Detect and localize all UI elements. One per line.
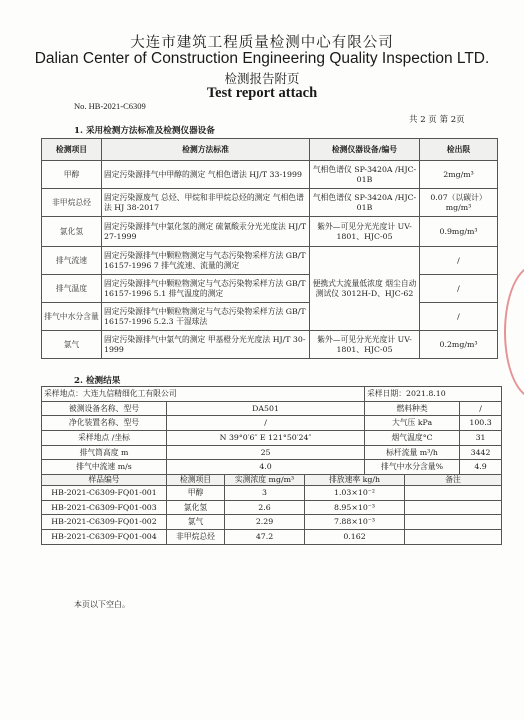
table-row	[42, 275, 498, 303]
instrument-cell: 气相色谱仪 SP-3420A /HJC-01B	[310, 161, 420, 189]
item-cell: 排气流速	[42, 247, 102, 275]
item-cell: 氯化氢	[42, 217, 102, 247]
methods-table	[41, 138, 498, 359]
info-value: DA501	[167, 401, 365, 416]
method-cell: 固定污染源排气中氯气的测定 甲基橙分光光度法 HJ/T 30-1999	[102, 331, 310, 359]
sample-conc: 2.29	[225, 515, 305, 530]
item-cell: 氯气	[42, 331, 102, 359]
sampling-date: 采样日期：2021.8.10	[365, 387, 502, 402]
results-header-id: 样品编号	[42, 475, 167, 486]
info-value: 4.9	[460, 460, 502, 475]
instrument-cell: 紫外—可见分光光度计 UV-1801、HJC-05	[310, 331, 420, 359]
results-header-conc: 实测浓度 mg/m³	[225, 475, 305, 486]
method-cell: 固定污染源排气中颗粒物测定与气态污染物采样方法 GB/T 16157-1996 5.2.3 干湿球法	[102, 303, 310, 331]
sample-item: 氯化氢	[167, 500, 225, 515]
info-value: /	[460, 401, 502, 416]
table-row	[42, 331, 498, 359]
info-value: /	[167, 416, 365, 431]
method-cell: 固定污染源废气 总烃、甲烷和非甲烷总烃的测定 气相色谱法 HJ 38-2017	[102, 189, 310, 217]
instrument-cell: 紫外—可见分光光度计 UV-1801、HJC-05	[310, 217, 420, 247]
table-row	[42, 217, 498, 247]
info-row	[42, 401, 502, 416]
sample-id: HB-2021-C6309-FQ01-001	[42, 485, 167, 500]
info-key: 烟气温度°C	[365, 431, 460, 446]
info-key: 大气压 kPa	[365, 416, 460, 431]
footer-note: 本页以下空白。	[74, 600, 130, 609]
limit-cell: 0.2mg/m³	[420, 331, 498, 359]
item-cell: 甲醇	[42, 161, 102, 189]
sampling-site: 采样地点：大连九信精细化工有限公司	[42, 387, 365, 402]
table-row	[42, 529, 502, 544]
info-value: 3442	[460, 445, 502, 460]
table-row	[42, 161, 498, 189]
col-header-method: 检测方法标准	[102, 139, 310, 161]
info-value: 100.3	[460, 416, 502, 431]
method-cell: 固定污染源排气中颗粒物测定与气态污染物采样方法 GB/T 16157-1996 5.1 排气温度的测定	[102, 275, 310, 303]
sample-id: HB-2021-C6309-FQ01-003	[42, 500, 167, 515]
report-subtitle-cn: 检测报告附页	[224, 71, 300, 86]
item-cell: 非甲烷总烃	[42, 189, 102, 217]
item-cell: 排气中水分含量	[42, 303, 102, 331]
info-key: 排气中水分含量%	[365, 460, 460, 475]
info-row	[42, 460, 502, 475]
info-key: 净化装置名称、型号	[42, 416, 167, 431]
method-cell: 固定污染源排气中氯化氢的测定 硫氰酸汞分光光度法 HJ/T 27-1999	[102, 217, 310, 247]
table-row	[42, 303, 498, 331]
sample-item: 甲醇	[167, 485, 225, 500]
info-value: N 39°0′6″ E 121°50′24″	[167, 431, 365, 446]
sample-rate: 1.03×10⁻²	[305, 485, 405, 500]
info-row	[42, 445, 502, 460]
sample-note	[405, 485, 502, 500]
org-name-cn: 大连市建筑工程质量检测中心有限公司	[130, 35, 394, 51]
limit-cell: 0.9mg/m³	[420, 217, 498, 247]
sample-item: 氯气	[167, 515, 225, 530]
instrument-cell: 气相色谱仪 SP-3420A /HJC-01B	[310, 189, 420, 217]
results-table	[41, 386, 502, 545]
info-key: 排气筒高度 m	[42, 445, 167, 460]
section1-title: 1. 采用检测方法标准及检测仪器设备	[74, 126, 215, 136]
sample-rate: 8.95×10⁻³	[305, 500, 405, 515]
info-key: 被测设备名称、型号	[42, 401, 167, 416]
sample-rate: 0.162	[305, 529, 405, 544]
limit-cell: /	[420, 275, 498, 303]
table-row	[42, 247, 498, 275]
limit-cell: /	[420, 303, 498, 331]
results-header-note: 备注	[405, 475, 502, 486]
sample-item: 非甲烷总烃	[167, 529, 225, 544]
org-name-en: Dalian Center of Construction Engineering Quality Inspection LTD.	[34, 50, 490, 67]
section2-title: 2. 检测结果	[74, 376, 121, 386]
col-header-limit: 检出限	[420, 139, 498, 161]
limit-cell: /	[420, 247, 498, 275]
info-value: 4.0	[167, 460, 365, 475]
info-key: 标杆流量 m³/h	[365, 445, 460, 460]
sample-conc: 3	[225, 485, 305, 500]
sample-note	[405, 515, 502, 530]
item-cell: 排气温度	[42, 275, 102, 303]
page-number: 共 2 页 第 2页	[409, 115, 465, 125]
col-header-item: 检测项目	[42, 139, 102, 161]
sample-note	[405, 529, 502, 544]
stamp-seal	[504, 265, 524, 395]
table-row	[42, 485, 502, 500]
stamp-ring	[504, 265, 524, 399]
sample-id: HB-2021-C6309-FQ01-004	[42, 529, 167, 544]
results-header-rate: 排放速率 kg/h	[305, 475, 405, 486]
col-header-instrument: 检测仪器设备/编号	[310, 139, 420, 161]
sample-note	[405, 500, 502, 515]
table-row	[42, 189, 498, 217]
sample-id: HB-2021-C6309-FQ01-002	[42, 515, 167, 530]
table-row	[42, 500, 502, 515]
sample-rate: 7.88×10⁻³	[305, 515, 405, 530]
method-cell: 固定污染源排气中颗粒物测定与气态污染物采样方法 GB/T 16157-1996 7 排气流速、流量的测定	[102, 247, 310, 275]
sample-conc: 47.2	[225, 529, 305, 544]
info-key: 燃料种类	[365, 401, 460, 416]
limit-cell: 0.07（以碳计）mg/m³	[420, 189, 498, 217]
table-row	[42, 515, 502, 530]
report-title-en: Test report attach	[206, 85, 318, 101]
instrument-cell: 便携式大流量低浓度 烟尘自动测试仪 3012H-D、HJC-62	[310, 247, 420, 331]
results-header-item: 检测项目	[167, 475, 225, 486]
info-value: 25	[167, 445, 365, 460]
info-row	[42, 431, 502, 446]
info-value: 31	[460, 431, 502, 446]
limit-cell: 2mg/m³	[420, 161, 498, 189]
info-key: 排气中流速 m/s	[42, 460, 167, 475]
method-cell: 固定污染源排气中甲醇的测定 气相色谱法 HJ/T 33-1999	[102, 161, 310, 189]
info-key: 采样地点 /坐标	[42, 431, 167, 446]
sample-conc: 2.6	[225, 500, 305, 515]
report-number: No. HB-2021-C6309	[74, 101, 146, 111]
info-row	[42, 416, 502, 431]
